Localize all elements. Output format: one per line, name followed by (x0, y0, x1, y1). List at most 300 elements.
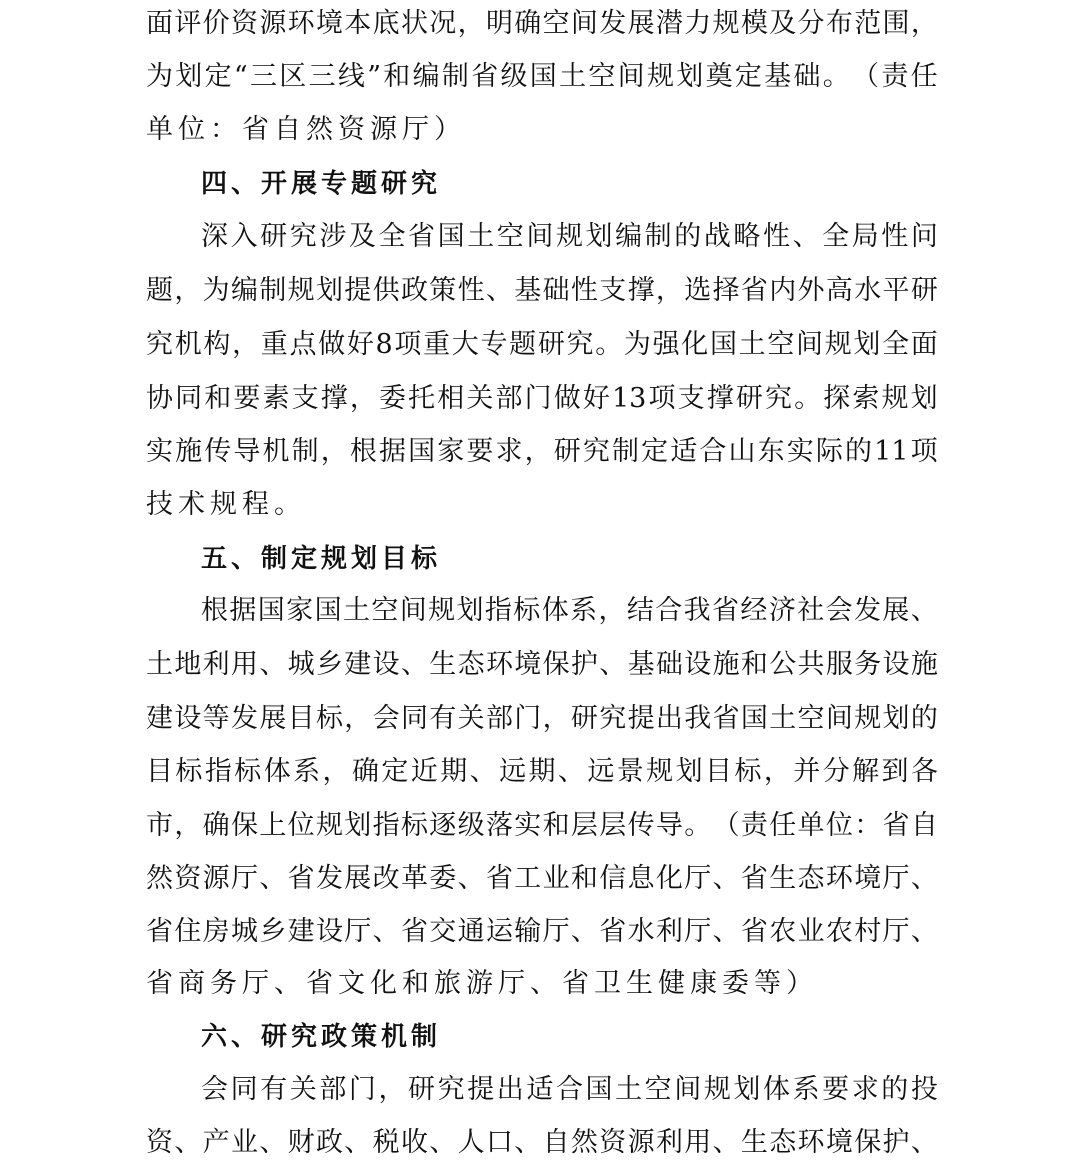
text-glyph: 、 (557, 756, 585, 787)
text-glyph: 提 (344, 275, 372, 306)
text-glyph: 目 (705, 756, 733, 787)
text-glyph: 村 (854, 916, 882, 947)
text-glyph: 编 (230, 275, 258, 306)
text-glyph: （ (712, 810, 740, 841)
text-glyph: 务 (854, 649, 882, 680)
text-glyph: 划 (882, 703, 910, 734)
text-glyph: 探 (823, 383, 851, 414)
text-glyph: 研 (910, 275, 938, 306)
text-glyph: 息 (627, 863, 655, 894)
text-glyph: 部 (319, 1074, 347, 1105)
text-glyph: 国 (529, 61, 557, 92)
text-glyph: 实 (786, 436, 814, 467)
text-glyph: 规 (555, 221, 583, 252)
text-glyph: ， (232, 329, 260, 360)
text-glyph: 性 (762, 221, 790, 252)
text-glyph: 、 (469, 756, 497, 787)
text-glyph: 乡 (259, 916, 287, 947)
text-glyph: 任 (910, 61, 938, 92)
text-line-7 (146, 323, 938, 367)
text-glyph: 合 (655, 595, 683, 626)
text-glyph: 制 (291, 436, 319, 467)
text-glyph: 建 (146, 703, 173, 734)
text-glyph: 革 (400, 863, 428, 894)
text-glyph: 合 (699, 436, 727, 467)
text-glyph: 会 (201, 1074, 228, 1105)
text-glyph: 划 (344, 810, 372, 841)
text-glyph: 国 (585, 1074, 613, 1105)
text-glyph: 研 (553, 436, 581, 467)
text-line-3: 单位：省自然资源厅） (146, 114, 466, 145)
text-glyph: 规 (703, 1074, 731, 1105)
text-glyph: 、 (514, 1127, 542, 1158)
text-glyph: 、 (910, 916, 938, 947)
text-line-15 (146, 750, 938, 794)
text-glyph: 、 (259, 863, 287, 894)
text-glyph: 间 (796, 329, 823, 360)
text-glyph: 提 (627, 703, 655, 734)
text-glyph: 化 (681, 329, 709, 360)
text-glyph: 设 (174, 703, 202, 734)
text-glyph: 省 (712, 703, 740, 734)
text-glyph: 城 (230, 916, 258, 947)
text-glyph: 门 (524, 383, 552, 414)
text-glyph: 落 (485, 810, 513, 841)
text-glyph: 策 (429, 275, 457, 306)
text-glyph: 目 (146, 756, 173, 787)
text-glyph: 我 (684, 703, 712, 734)
text-glyph: 会 (825, 595, 853, 626)
text-glyph: 生 (769, 863, 797, 894)
text-glyph: 厅 (684, 863, 712, 894)
text-glyph: 定 (381, 756, 409, 787)
text-glyph: 保 (854, 1127, 882, 1158)
text-glyph: 撑 (706, 383, 734, 414)
text-glyph: 体 (762, 1074, 790, 1105)
text-glyph: 高 (825, 275, 853, 306)
text-glyph: 国 (437, 221, 465, 252)
text-glyph: 土 (342, 595, 370, 626)
text-glyph: 划 (910, 383, 938, 414)
text-glyph: 省 (740, 275, 768, 306)
text-glyph: 重 (260, 329, 288, 360)
text-glyph: 自 (910, 810, 938, 841)
text-glyph: 景 (616, 756, 644, 787)
text-glyph: 定 (204, 61, 232, 92)
text-glyph: 规 (824, 329, 852, 360)
text-glyph: 济 (768, 595, 796, 626)
text-glyph: 和 (204, 383, 232, 414)
text-glyph: 传 (204, 436, 232, 467)
text-glyph: 态 (457, 649, 485, 680)
text-glyph: 门 (514, 703, 542, 734)
text-glyph: （ (852, 61, 880, 92)
text-glyph: 区 (279, 61, 307, 92)
text-line-12 (201, 589, 938, 633)
text-glyph: 研 (408, 1074, 436, 1105)
text-glyph: 据 (229, 595, 257, 626)
text-glyph: 规 (646, 61, 674, 92)
text-glyph: 力 (684, 8, 712, 39)
text-glyph: 、 (174, 1127, 202, 1158)
text-glyph: 基 (764, 61, 792, 92)
text-glyph: 生 (429, 649, 457, 680)
text-glyph: ， (542, 703, 570, 734)
text-glyph: 实 (146, 436, 173, 467)
text-glyph: 系 (570, 595, 598, 626)
text-glyph: 厅 (882, 863, 910, 894)
text-glyph: 出 (496, 1074, 524, 1105)
text-glyph: 层 (570, 810, 598, 841)
text-line-17 (146, 857, 938, 901)
text-glyph: 结 (626, 595, 654, 626)
text-glyph: 市 (146, 810, 173, 841)
text-glyph: 为 (623, 329, 651, 360)
text-glyph: 口 (485, 1127, 513, 1158)
text-glyph: 标 (400, 810, 428, 841)
text-glyph: 土 (467, 221, 495, 252)
text-line-1 (146, 2, 938, 46)
text-line-13 (146, 643, 938, 687)
text-glyph: 划 (456, 595, 484, 626)
text-glyph: 工 (514, 863, 542, 894)
text-glyph: 并 (793, 756, 821, 787)
text-glyph: 级 (457, 810, 485, 841)
text-glyph: 护 (882, 1127, 910, 1158)
text-glyph: 面 (146, 8, 173, 39)
text-glyph: 到 (881, 756, 909, 787)
text-glyph: 评 (174, 8, 202, 39)
text-glyph: 省 (287, 863, 315, 894)
text-glyph: 共 (797, 649, 825, 680)
text-glyph: 明 (485, 8, 513, 39)
text-glyph: 环 (485, 649, 513, 680)
text-glyph: 规 (315, 810, 343, 841)
text-glyph: 项 (910, 436, 938, 467)
text-glyph: 实 (514, 810, 542, 841)
text-glyph: 项 (394, 329, 422, 360)
text-glyph: 性 (570, 275, 598, 306)
text-glyph: 本 (344, 8, 372, 39)
text-glyph: 划 (853, 329, 881, 360)
text-glyph: 价 (202, 8, 230, 39)
text-glyph: 、 (712, 863, 740, 894)
text-glyph: 战 (703, 221, 731, 252)
text-glyph: 、 (485, 275, 513, 306)
text-glyph: 点 (289, 329, 317, 360)
text-glyph: 状 (400, 8, 428, 39)
text-glyph: 业 (797, 916, 825, 947)
text-glyph: 间 (570, 8, 598, 39)
text-glyph: 、 (372, 916, 400, 947)
text-glyph: 。 (822, 61, 850, 92)
text-glyph: 态 (797, 863, 825, 894)
text-glyph: 发 (315, 863, 343, 894)
text-glyph: ， (349, 383, 377, 414)
text-glyph: 出 (655, 703, 683, 734)
text-glyph: 等 (202, 703, 230, 734)
text-glyph: 入 (230, 221, 258, 252)
text-glyph: 厅 (230, 863, 258, 894)
text-glyph: 合 (555, 1074, 583, 1105)
text-glyph: 省 (740, 863, 768, 894)
text-glyph: 协 (146, 383, 173, 414)
text-glyph: 、 (344, 1127, 372, 1158)
text-glyph: 支 (677, 383, 705, 414)
text-glyph: 住 (174, 916, 202, 947)
text-glyph: 、 (457, 863, 485, 894)
text-glyph: 、 (400, 649, 428, 680)
text-line-14 (146, 697, 938, 741)
text-glyph: 研 (570, 703, 598, 734)
text-glyph: 定 (641, 436, 669, 467)
text-glyph: 和 (542, 810, 570, 841)
text-glyph: 关 (466, 383, 494, 414)
text-glyph: 规 (712, 8, 740, 39)
text-glyph: 制 (441, 61, 469, 92)
section-heading-6: 六、研究政策机制 (201, 1022, 442, 1052)
text-glyph: 空 (767, 329, 795, 360)
text-glyph: 同 (400, 703, 428, 734)
text-glyph: 和 (570, 863, 598, 894)
text-glyph: 的 (881, 1074, 909, 1105)
text-glyph: 境 (315, 8, 343, 39)
text-glyph: 索 (852, 383, 880, 414)
text-glyph: 、 (910, 1127, 938, 1158)
text-glyph: 期 (440, 756, 468, 787)
text-glyph: 和 (383, 61, 411, 92)
text-glyph: 础 (542, 275, 570, 306)
text-glyph: 划 (675, 756, 703, 787)
text-glyph: 系 (293, 756, 321, 787)
text-glyph: 要 (822, 1074, 850, 1105)
text-glyph: 省 (599, 916, 627, 947)
text-glyph: 指 (204, 756, 232, 787)
text-glyph: 三 (250, 61, 277, 92)
text-glyph: 择 (712, 275, 740, 306)
text-glyph: 和 (740, 649, 768, 680)
text-glyph: 税 (372, 1127, 400, 1158)
text-glyph: 。 (794, 383, 822, 414)
text-glyph: 省 (471, 61, 499, 92)
text-glyph: 门 (348, 1074, 376, 1105)
text-glyph: 环 (825, 863, 853, 894)
text-glyph: 划 (676, 61, 704, 92)
text-glyph: 境 (514, 649, 542, 680)
text-glyph: 选 (684, 275, 712, 306)
text-glyph: 的 (910, 703, 938, 734)
text-glyph: 做 (318, 329, 346, 360)
text-glyph: 重 (423, 329, 451, 360)
text-glyph: 略 (733, 221, 761, 252)
text-glyph: 乡 (315, 649, 343, 680)
text-glyph: 问 (910, 221, 938, 252)
text-glyph: 况 (429, 8, 457, 39)
text-glyph: 东 (757, 436, 785, 467)
text-glyph: 局 (851, 221, 879, 252)
text-glyph: 做 (553, 383, 581, 414)
text-glyph: 托 (408, 383, 436, 414)
text-glyph: 及 (348, 221, 376, 252)
text-glyph: 态 (769, 1127, 797, 1158)
text-glyph: 究 (437, 1074, 465, 1105)
text-glyph: 项 (648, 383, 676, 414)
text-glyph: 、 (259, 1127, 287, 1158)
text-glyph: 基 (627, 649, 655, 680)
text-glyph: 通 (457, 916, 485, 947)
text-glyph: 人 (457, 1127, 485, 1158)
text-glyph: 境 (825, 1127, 853, 1158)
text-glyph: 省 (400, 916, 428, 947)
text-line-5 (201, 215, 938, 259)
text-glyph: 据 (379, 436, 406, 467)
text-line-21 (201, 1068, 938, 1112)
text-glyph: 、 (259, 649, 287, 680)
text-glyph: ， (174, 275, 202, 306)
text-glyph: 、 (910, 595, 938, 626)
text-glyph: 求 (851, 1074, 879, 1105)
text-glyph: 的 (845, 436, 872, 467)
text-glyph: 、 (570, 916, 598, 947)
text-glyph: 建 (344, 649, 372, 680)
text-glyph: 国 (314, 595, 342, 626)
text-glyph: 13 (612, 383, 647, 414)
text-glyph: ， (174, 810, 202, 841)
text-glyph: 同 (175, 383, 203, 414)
text-glyph: 地 (174, 649, 202, 680)
text-glyph: 全 (378, 221, 406, 252)
text-glyph: 适 (526, 1074, 554, 1105)
text-glyph: 性 (457, 275, 485, 306)
text-glyph: 产 (202, 1127, 230, 1158)
text-glyph: 社 (797, 595, 825, 626)
text-glyph: 国 (709, 329, 737, 360)
text-glyph: 内 (769, 275, 797, 306)
text-glyph: 编 (615, 221, 643, 252)
text-glyph: 用 (230, 649, 258, 680)
text-glyph: 空 (496, 221, 524, 252)
text-glyph: 财 (287, 1127, 315, 1158)
text-line-2 (146, 55, 938, 99)
text-line-19: 省商务厅、省文化和旅游厅、省卫生健康委等） (146, 968, 818, 999)
text-glyph: 根 (349, 436, 377, 467)
text-glyph: 适 (670, 436, 698, 467)
text-line-10: 技术规程。 (146, 489, 306, 520)
text-glyph: ， (910, 8, 938, 39)
text-glyph: 间 (674, 1074, 702, 1105)
text-line-16 (146, 804, 938, 848)
text-glyph: 设 (882, 649, 910, 680)
text-glyph: 近 (410, 756, 438, 787)
text-glyph: ： (854, 810, 882, 841)
text-glyph: 资 (146, 1127, 173, 1158)
text-glyph: 施 (175, 436, 203, 467)
text-glyph: 服 (825, 649, 853, 680)
text-glyph: 解 (852, 756, 880, 787)
text-glyph: 标 (513, 595, 541, 626)
text-glyph: 系 (792, 1074, 820, 1105)
text-glyph: 会 (372, 703, 400, 734)
text-glyph: 设 (315, 916, 343, 947)
text-glyph: 农 (825, 916, 853, 947)
text-glyph: 奠 (705, 61, 733, 92)
text-glyph: 标 (734, 756, 762, 787)
text-glyph: 城 (287, 649, 315, 680)
text-glyph: 自 (542, 1127, 570, 1158)
text-glyph: 研 (260, 221, 288, 252)
text-glyph: 间 (399, 595, 427, 626)
text-glyph: 利 (655, 1127, 683, 1158)
text-glyph: 关 (289, 1074, 317, 1105)
text-glyph: 政 (400, 275, 428, 306)
text-glyph: 究 (582, 436, 610, 467)
text-glyph: 省 (408, 221, 436, 252)
text-line-8 (146, 377, 938, 421)
text-glyph: 运 (485, 916, 513, 947)
text-glyph: ” (367, 61, 381, 92)
text-glyph: 利 (202, 649, 230, 680)
text-glyph: 环 (797, 1127, 825, 1158)
text-glyph: 深 (201, 221, 228, 252)
text-glyph: 有 (429, 703, 457, 734)
text-glyph: 公 (769, 649, 797, 680)
text-glyph: 好 (582, 383, 610, 414)
text-glyph: 远 (587, 756, 615, 787)
text-glyph: 相 (437, 383, 465, 414)
text-glyph: 定 (734, 61, 762, 92)
text-glyph: 指 (372, 810, 400, 841)
text-glyph: 山 (728, 436, 756, 467)
text-glyph: 厅 (542, 916, 570, 947)
text-glyph: 资 (174, 863, 202, 894)
text-glyph: ， (655, 275, 683, 306)
text-glyph: ， (322, 756, 350, 787)
text-glyph: 省 (740, 916, 768, 947)
text-glyph: 强 (652, 329, 680, 360)
text-glyph: 全 (822, 221, 850, 252)
text-glyph: 层 (599, 810, 627, 841)
text-glyph: 厅 (684, 916, 712, 947)
text-glyph: 委 (379, 383, 406, 414)
text-glyph: 经 (740, 595, 768, 626)
text-glyph: 标 (315, 703, 343, 734)
text-glyph: 指 (484, 595, 512, 626)
text-glyph: 国 (740, 703, 768, 734)
text-glyph: 责 (881, 61, 909, 92)
text-glyph: 划 (175, 61, 203, 92)
text-glyph: 境 (854, 863, 882, 894)
text-glyph: 部 (495, 383, 523, 414)
text-glyph: 为 (202, 275, 230, 306)
text-glyph: 上 (259, 810, 287, 841)
text-glyph: 。 (684, 810, 712, 841)
text-glyph: 源 (202, 863, 230, 894)
text-glyph: 信 (599, 863, 627, 894)
text-glyph: 分 (822, 756, 850, 787)
text-glyph: 支 (291, 383, 319, 414)
text-glyph: ， (344, 703, 372, 734)
text-glyph: 施 (712, 649, 740, 680)
text-glyph: 研 (735, 383, 763, 414)
text-glyph: 发 (853, 595, 881, 626)
text-glyph: 11 (874, 436, 909, 467)
text-glyph: 体 (541, 595, 569, 626)
text-glyph: 建 (287, 916, 315, 947)
text-glyph: 资 (230, 8, 258, 39)
text-glyph: 三 (308, 61, 336, 92)
text-glyph: “ (233, 61, 248, 92)
text-glyph: ， (524, 436, 552, 467)
